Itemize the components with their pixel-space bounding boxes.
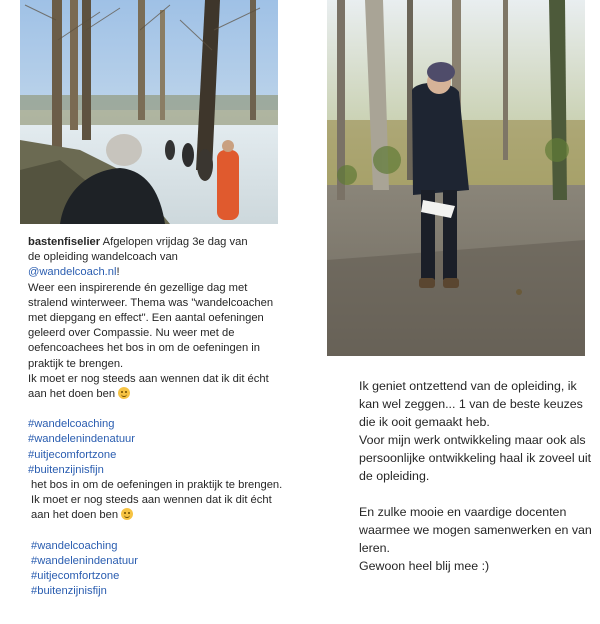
- hashtag-link[interactable]: #wandelcoaching: [31, 539, 118, 552]
- testimonial-paragraph-1: Ik geniet ontzettend van de opleiding, ik kan wel zeggen... 1 van de beste keuzes die ik ooit gemaakt heb.: [359, 379, 583, 429]
- hashtag-link[interactable]: #buitenzijnisfijn: [31, 585, 107, 598]
- testimonial-paragraph-3: En zulke mooie en vaardige docenten waarmee we mogen samenwerken en van leren.: [359, 505, 592, 555]
- caption-paragraph-1: Weer een inspirerende én gezellige dag met stralend winterweer. Thema was "wandelcoachen met diepgang en effect". Een aantal oefeningen geleerd over Compassie. Nu weer met de oefencoachees het bos in om de oefeningen in praktijk te brengen.: [28, 281, 274, 370]
- hashtag-list-repeat: [31, 539, 290, 600]
- photo-walking-group: [20, 0, 278, 224]
- smiling-face-icon: [118, 387, 130, 399]
- post-caption: [28, 235, 290, 599]
- caption-repeat-paragraph-1: het bos in om de oefeningen in praktijk te brengen.: [31, 479, 283, 492]
- caption-repeat-paragraph-2: [31, 493, 290, 523]
- hashtag-link[interactable]: #buitenzijnisfijn: [28, 463, 104, 476]
- caption-repeat: [28, 478, 290, 599]
- testimonial-text: [359, 377, 599, 575]
- caption-paragraph-2-text: Ik moet er nog steeds aan wennen dat ik dit écht aan het doen ben: [28, 372, 269, 401]
- testimonial-paragraph-4: Gewoon heel blij mee :): [359, 559, 490, 573]
- smiling-face-icon: [121, 508, 133, 520]
- caption-line2: de opleiding wandelcoach van: [28, 251, 178, 264]
- spacer: [359, 485, 599, 503]
- hashtag-link[interactable]: #wandelenindenatuur: [31, 554, 138, 567]
- hashtag-link[interactable]: #wandelenindenatuur: [28, 433, 135, 446]
- caption-line1: Afgelopen vrijdag 3e dag van: [100, 236, 248, 248]
- username-link[interactable]: bastenfiselier: [28, 236, 101, 248]
- mention-suffix: !: [116, 266, 120, 279]
- photo-woman-forest-path: [327, 0, 585, 356]
- testimonial-paragraph-2: Voor mijn werk ontwikkeling maar ook als persoonlijke ontwikkeling haal ik zoveel uit de opleiding.: [359, 433, 592, 483]
- hashtag-list: [28, 417, 290, 478]
- caption-repeat-paragraph-2-text: Ik moet er nog steeds aan wennen dat ik dit écht aan het doen ben: [31, 494, 272, 522]
- hashtag-link[interactable]: #uitjecomfortzone: [28, 448, 117, 461]
- hashtag-link[interactable]: #wandelcoaching: [28, 418, 115, 431]
- caption-paragraph-2: [28, 372, 290, 402]
- mention-link[interactable]: @wandelcoach.nl: [28, 266, 117, 279]
- hashtag-link[interactable]: #uitjecomfortzone: [31, 570, 120, 583]
